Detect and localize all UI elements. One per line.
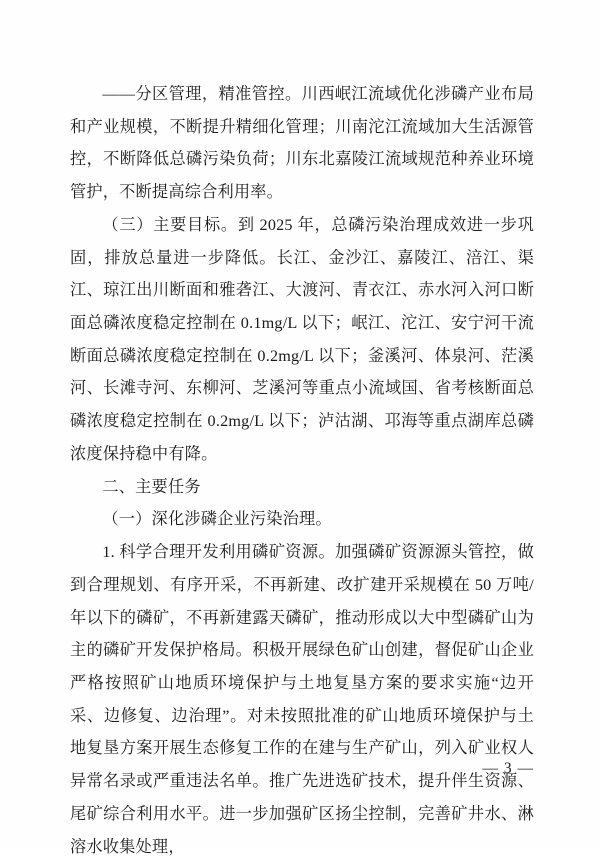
paragraph-main-goals: （三）主要目标。到 2025 年，总磷污染治理成效进一步巩固，排放总量进一步降低。长江、金沙江、嘉陵江、涪江、渠江、琼江出川断面和雅砻江、大渡河、青衣江、赤水河入河口断面总磷浓度稳定控制在 0.1mg/L 以下；岷江、沱江、安宁河干流断面总磷浓度稳定控制在 0.2mg/L 以下；釜溪河、体泉河、茫溪河、长滩寺河、东柳河、芝溪河等重点小流域国、省考核断面总磷浓度稳定控制在 0.2mg/L 以下；泸沽湖、邛海等重点湖库总磷浓度保持稳中有降。 [70, 215, 534, 463]
heading-section-two: 二、主要任务 [102, 477, 201, 496]
paragraph-item-1: 1. 科学合理开发利用磷矿资源。加强磷矿资源源头管控，做到合理规划、有序开采，不再新建、改扩建开采规模在 50 万吨/年以下的磷矿，不再新建露天磷矿，推动形成以大中型磷矿山为主的磷矿开发保护格局。积极开展绿色矿山创建，督促矿山企业严格按照矿山地质环境保护与土地复垦方案的要求实施“边开采、边修复、边治理”。对未按照批准的矿山地质环境保护与土地复垦方案开展生态修复工作的在建与生产矿山，列入矿业权人异常名录或严重违法名单。推广先进选矿技术，提升伴生资源、尾矿综合利用水平。进一步加强矿区扬尘控制，完善矿井水、淋溶水收集处理， [70, 543, 534, 856]
heading-subsection-one: （一）深化涉磷企业污染治理。 [102, 510, 332, 529]
document-body [70, 78, 534, 863]
page-number: — 3 — [482, 760, 534, 777]
paragraph-zoning-management: ——分区管理，精准管控。川西岷江流域优化涉磷产业布局和产业规模，不断提升精细化管理；川南沱江流域加大生活源管控，不断降低总磷污染负荷；川东北嘉陵江流域规范种养业环境管护，不断提高综合利用率。 [70, 85, 534, 202]
